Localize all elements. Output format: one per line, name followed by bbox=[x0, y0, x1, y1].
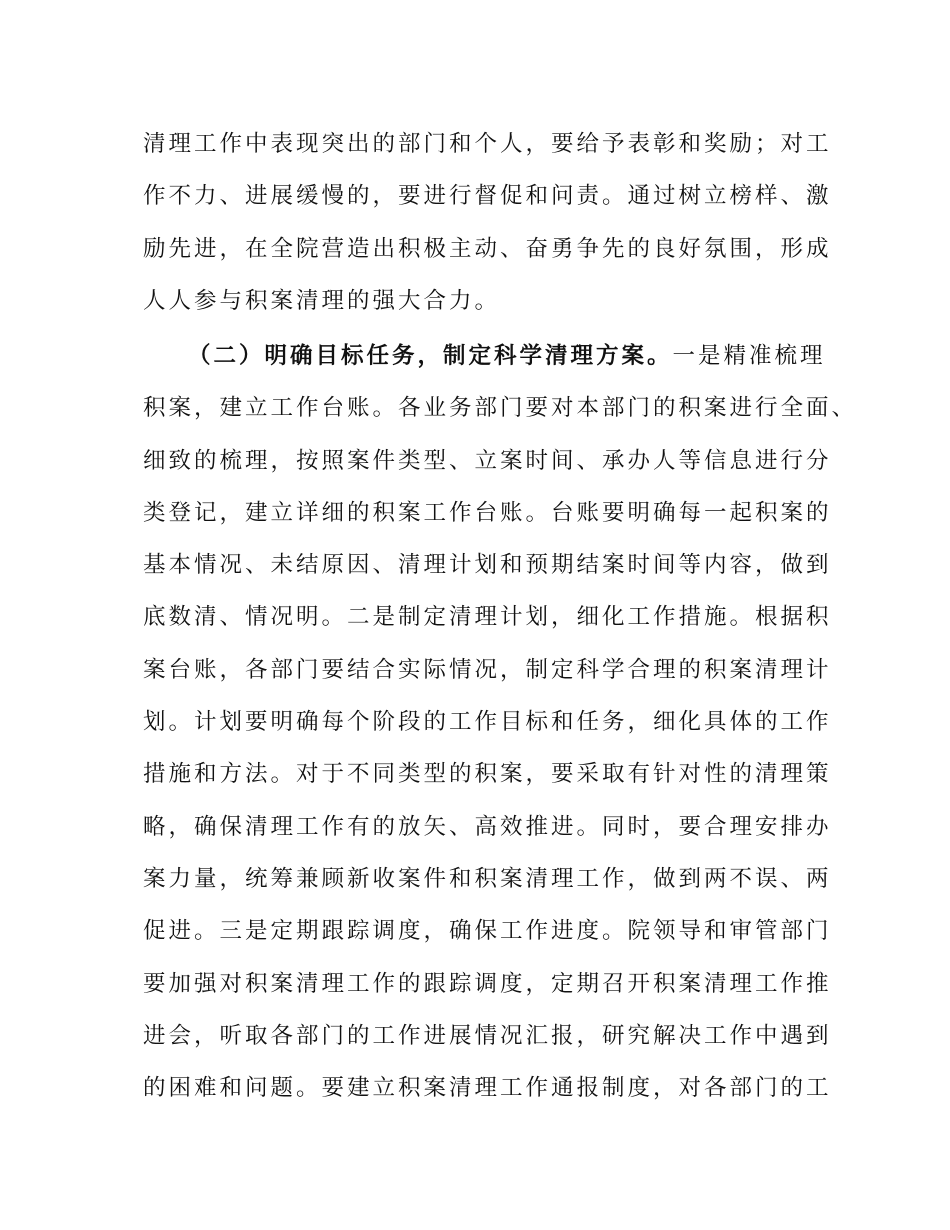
section-heading-line bbox=[143, 330, 826, 382]
text-line: 作不力、进展缓慢的，要进行督促和问责。通过树立榜样、激 bbox=[143, 183, 832, 210]
text-line: 的困难和问题。要建立积案清理工作通报制度，对各部门的工 bbox=[143, 1075, 832, 1102]
text-line: 进会，听取各部门的工作进展情况汇报，研究解决工作中遇到 bbox=[143, 1022, 832, 1049]
text-line: 略，确保清理工作有的放矢、高效推进。同时，要合理安排办 bbox=[143, 813, 832, 840]
text-line: 措施和方法。对于不同类型的积案，要采取有针对性的清理策 bbox=[143, 761, 832, 788]
text-line: 清理工作中表现突出的部门和个人，要给予表彰和奖励；对工 bbox=[143, 131, 832, 157]
text-line: 要加强对积案清理工作的跟踪调度，定期召开积案清理工作推 bbox=[143, 970, 832, 997]
text-line: 基本情况、未结原因、清理计划和预期结案时间等内容，做到 bbox=[143, 552, 832, 579]
text-line: 促进。三是定期跟踪调度，确保工作进度。院领导和审管部门 bbox=[143, 918, 832, 945]
paragraph-section-two bbox=[143, 330, 858, 1114]
text-line: 积案，建立工作台账。各业务部门要对本部门的积案进行全面、 bbox=[143, 395, 858, 422]
text-line: 案台账，各部门要结合实际情况，制定科学合理的积案清理计 bbox=[143, 656, 832, 683]
text-line: 案力量，统筹兼顾新收案件和积案清理工作，做到两不误、两 bbox=[143, 865, 832, 892]
text-line: 细致的梳理，按照案件类型、立案时间、承办人等信息进行分 bbox=[143, 447, 832, 474]
section-heading: （二）明确目标任务，制定科学清理方案。 bbox=[188, 343, 673, 369]
text-line: 人人参与积案清理的强大合力。 bbox=[143, 287, 501, 314]
paragraph-commendation bbox=[143, 118, 832, 327]
text-line: 划。计划要明确每个阶段的工作目标和任务，细化具体的工作 bbox=[143, 709, 832, 736]
text-line: 励先进，在全院营造出积极主动、奋勇争先的良好氛围，形成 bbox=[143, 235, 832, 262]
text-line-continuation: 一是精准梳理 bbox=[672, 343, 826, 369]
text-line: 类登记，建立详细的积案工作台账。台账要明确每一起积案的 bbox=[143, 499, 832, 526]
text-line: 底数清、情况明。二是制定清理计划，细化工作措施。根据积 bbox=[143, 604, 832, 631]
